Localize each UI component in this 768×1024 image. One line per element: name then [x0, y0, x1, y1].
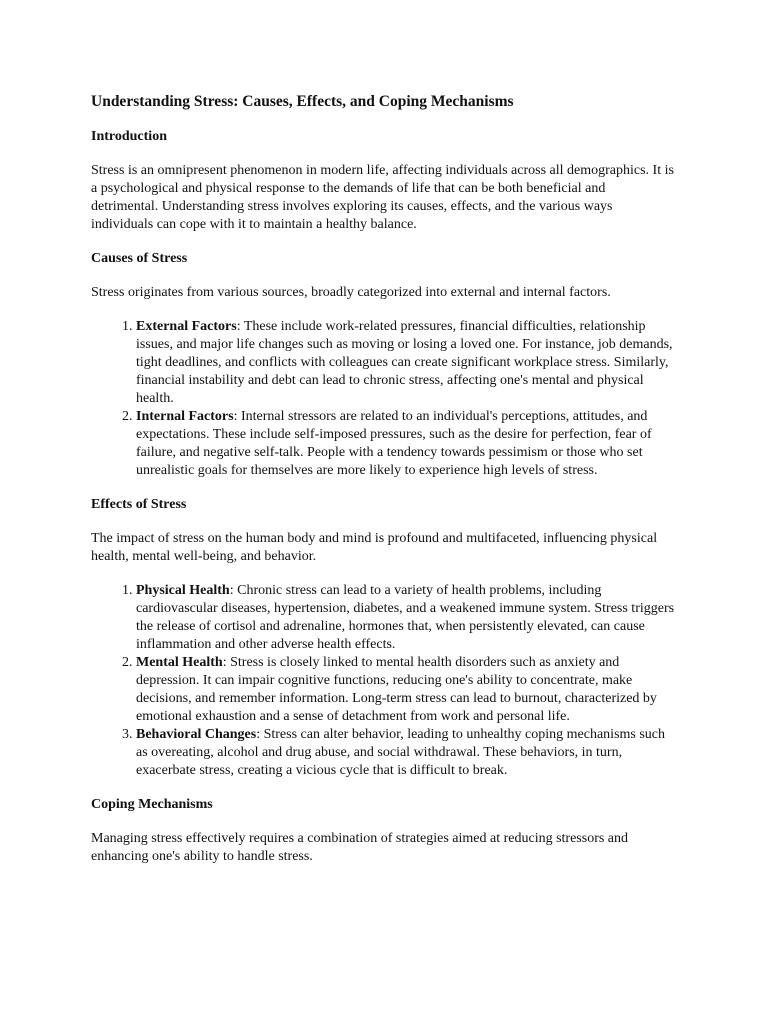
list-item-term: Internal Factors: [136, 409, 234, 424]
list-item: [136, 726, 676, 780]
causes-heading: Causes of Stress: [91, 251, 188, 266]
introduction-heading: Introduction: [91, 129, 167, 144]
list-item: [136, 318, 676, 408]
effects-list: [91, 582, 676, 780]
list-item-text: : These include work-related pressures, financial difficulties, relationship issues, and major life changes such as moving or losing a loved one. For instance, job demands, tight deadlines, and conflicts with colleagues can create significant workplace stress. Similarly, financial instability and debt can lead to chronic stress, affecting one's mental and physical health.: [136, 319, 673, 406]
introduction-paragraph: Stress is an omnipresent phenomenon in modern life, affecting individuals across all demographics. It is a psychological and physical response to the demands of life that can be both beneficial and detrimental. Understanding stress involves exploring its causes, effects, and the various ways individuals can cope with it to maintain a healthy balance.: [91, 163, 674, 232]
list-item: [136, 408, 676, 480]
list-item-term: Mental Health: [136, 655, 223, 670]
causes-paragraph: Stress originates from various sources, broadly categorized into external and internal factors.: [91, 285, 611, 300]
list-item-term: Physical Health: [136, 583, 230, 598]
effects-paragraph: The impact of stress on the human body and mind is profound and multifaceted, influencing physical health, mental well-being, and behavior.: [91, 531, 658, 564]
list-item-text: : Stress is closely linked to mental health disorders such as anxiety and depression. It can impair cognitive functions, reducing one's ability to concentrate, make decisions, and remember information. Long-term stress can lead to burnout, characterized by emotional exhaustion and a sense of detachment from work and personal life.: [136, 655, 657, 724]
list-item: [136, 582, 676, 654]
causes-list: [91, 318, 676, 480]
list-item-text: : Stress can alter behavior, leading to unhealthy coping mechanisms such as overeating, alcohol and drug abuse, and social withdrawal. These behaviors, in turn, exacerbate stress, creating a vicious cycle that is difficult to break.: [136, 727, 666, 778]
list-item-text: : Chronic stress can lead to a variety of health problems, including cardiovascular diseases, hypertension, diabetes, and a weakened immune system. Stress triggers the release of cortisol and adrenaline, hormones that, when persistently elevated, can cause inflammation and other adverse health effects.: [136, 583, 675, 652]
list-item-text: : Internal stressors are related to an individual's perceptions, attitudes, and expectations. These include self-imposed pressures, such as the desire for perfection, fear of failure, and negative self-talk. People with a tendency towards pessimism or those who set unrealistic goals for themselves are more likely to experience high levels of stress.: [136, 409, 652, 478]
coping-paragraph: Managing stress effectively requires a combination of strategies aimed at reducing stressors and enhancing one's ability to handle stress.: [91, 831, 629, 864]
list-item-term: Behavioral Changes: [136, 727, 257, 742]
list-item-term: External Factors: [136, 319, 237, 334]
document-title: Understanding Stress: Causes, Effects, and Coping Mechanisms: [91, 93, 514, 110]
coping-heading: Coping Mechanisms: [91, 797, 213, 812]
effects-heading: Effects of Stress: [91, 497, 187, 512]
list-item: [136, 654, 676, 726]
